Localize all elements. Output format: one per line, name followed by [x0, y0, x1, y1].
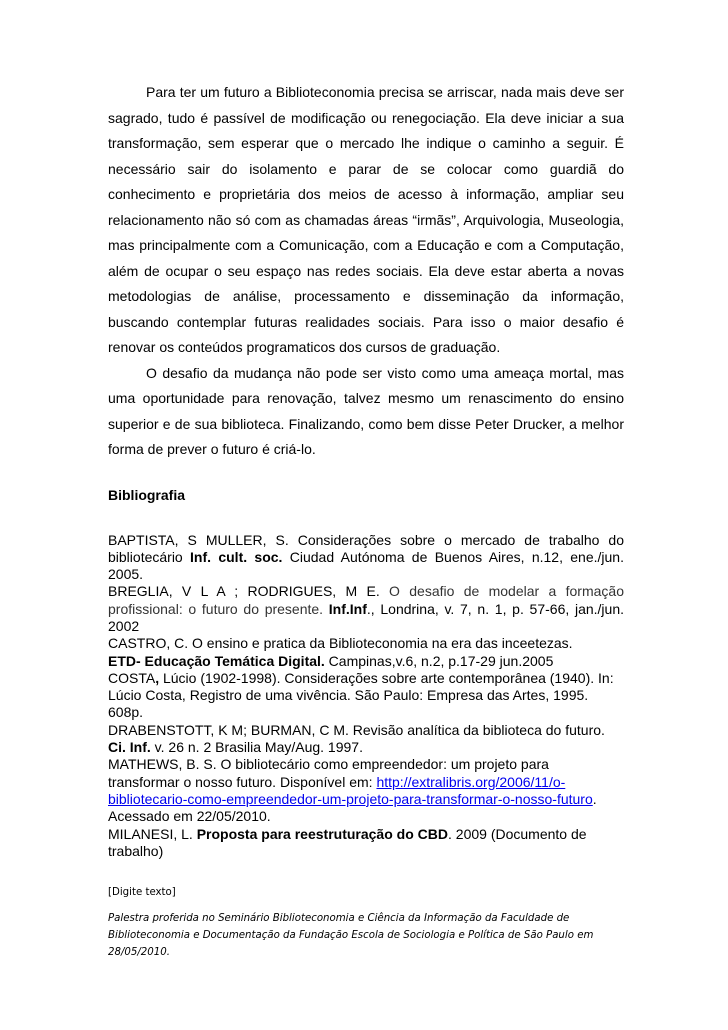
document-body — [108, 80, 624, 860]
reference-castro — [108, 635, 624, 670]
body-paragraph-2: O desafio da mudança não pode ser visto como uma ameaça mortal, mas uma oportunidade para renovação, talvez mesmo um renascimento do ensino superior e de sua biblioteca. Finalizando, como bem disse Peter Drucker, a melhor forma de prever o futuro é criá-lo. — [108, 364, 624, 457]
reference-text: BREGLIA, V L A ; RODRIGUES, M E. — [108, 583, 390, 600]
reference-details: Lúcio (1902-1998). Considerações sobre arte contemporânea (1940). In: Lúcio Costa, Registro de uma vivência. São Paulo: Empresa das Artes, 1995. 608p. — [108, 669, 614, 721]
reference-details: Campinas,v.6, n.2, p.17-29 jun.2005 — [324, 652, 554, 669]
reference-milanesi — [108, 826, 624, 861]
footer-note: Palestra proferida no Seminário Biblioteconomia e Ciência da Informação da Faculdade de Biblioteconomia e Documentação da Fundação Escola de Sociologia e Política de São Paulo em 28/05/2010. — [108, 913, 594, 958]
footer-placeholder[interactable]: [Digite texto] — [108, 887, 176, 898]
reference-text: MATHEWS, B. S. O bibliotecário como empreendedor: um projeto para transformar o nosso futuro. Disponível em: — [108, 756, 549, 790]
reference-details: Ciudad Autónoma de Buenos Aires, n.12, ene./jun. 2005. — [108, 548, 624, 583]
reference-drabenstott — [108, 722, 624, 757]
reference-text: BAPTISTA, S MULLER, S. Considerações sobre o mercado de trabalho do bibliotecário — [108, 531, 624, 565]
reference-details: . Acessado em 22/05/2010. — [108, 790, 597, 825]
body-paragraph-1: Para ter um futuro a Biblioteconomia precisa se arriscar, nada mais deve ser sagrado, tudo é passível de modificação ou renegociação. Ela deve iniciar a sua transformação, sem esperar que o mercado lhe indique o caminho a seguir. É necessário sair do isolamento e parar de se colocar como guardiã do conhecimento e proprietária dos meios de acesso à informação, ampliar seu relacionamento não só com as chamadas áreas “irmãs”, Arquivologia, Museologia, mas principalmente com a Comunicação, com a Educação e com a Computação, além de ocupar o seu espaço nas redes sociais. Ela deve estar aberta a novas metodologias de análise, processamento e disseminação da informação, buscando contemplar futuras realidades sociais. Para isso o maior desafio é renovar os conteúdos programaticos dos cursos de graduação. — [108, 84, 624, 355]
reference-details: ., Londrina, v. 7, n. 1, p. 57-66, jan./jun. 2002 — [108, 600, 624, 634]
bibliography-heading: Bibliografia — [108, 486, 186, 503]
reference-journal: Ci. Inf. — [108, 739, 151, 756]
reference-title: Proposta para reestruturação do CBD — [196, 825, 448, 842]
bibliography-list — [108, 532, 624, 861]
page-footer — [108, 887, 648, 961]
reference-costa — [108, 670, 624, 722]
reference-details: . 2009 (Documento de trabalho) — [108, 825, 587, 859]
reference-details: v. 26 n. 2 Brasilia May/Aug. 1997. — [150, 739, 363, 756]
reference-journal: Inf.Inf — [328, 600, 367, 617]
reference-text: CASTRO, C. O ensino e pratica da Biblioteconomia na era das inceetezas. — [108, 635, 573, 652]
reference-link[interactable]: http://extralibris.org/2006/11/o-bibliotecario-como-empreendedor-um-projeto-para-transformar-o-nosso-futuro — [108, 773, 593, 807]
reference-journal: Inf. cult. soc. — [190, 548, 283, 565]
reference-separator: , — [155, 669, 160, 686]
reference-journal: ETD- Educação Temática Digital. — [108, 652, 325, 669]
reference-text: MILANESI, L. — [108, 825, 197, 842]
reference-text: COSTA — [108, 669, 156, 686]
reference-mathews — [108, 756, 624, 825]
reference-title: O desafio de modelar a formação profissional: o futuro do presente. — [108, 583, 624, 617]
reference-text: DRABENSTOTT, K M; BURMAN, C M. Revisão analítica da biblioteca do futuro. — [108, 721, 605, 738]
reference-breglia — [108, 583, 624, 635]
reference-baptista — [108, 532, 624, 584]
